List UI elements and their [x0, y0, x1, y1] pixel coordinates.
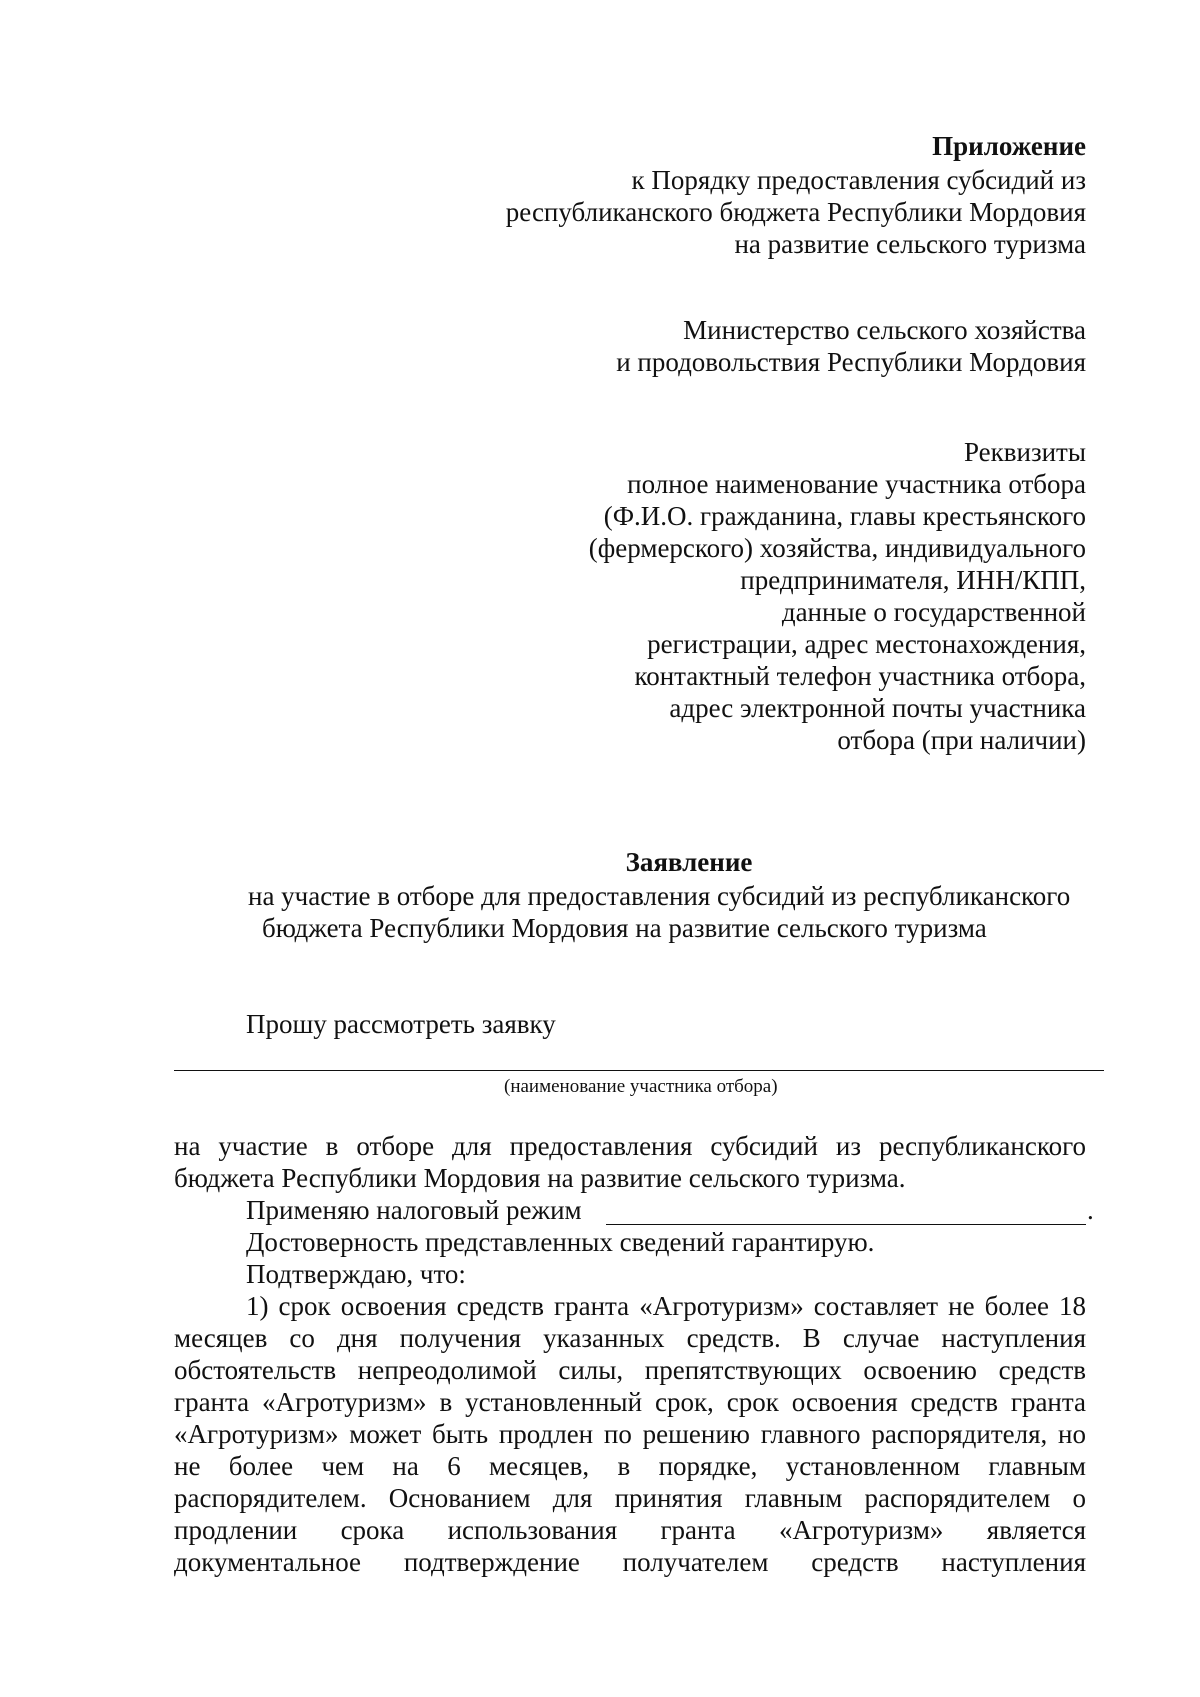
statement-subtitle-line: бюджета Республики Мордовия на развитие сельского туризма [262, 913, 987, 943]
appendix-heading: Приложение [932, 131, 1086, 161]
item1-line: документальное подтверждение получателем средств наступления [174, 1547, 1086, 1577]
request-text: Прошу рассмотреть заявку [246, 1009, 556, 1039]
item1-line: «Агротуризм» может быть продлен по решению главного распорядителя, но [174, 1419, 1086, 1449]
requisites-line: (Ф.И.О. гражданина, главы крестьянского [603, 501, 1086, 531]
requisites-line: адрес электронной почты участника [669, 693, 1086, 723]
paragraph-line: на участие в отборе для предоставления субсидий из республиканского [174, 1131, 1086, 1161]
appendix-line: на развитие сельского туризма [734, 229, 1086, 259]
tax-regime-period: . [1087, 1195, 1094, 1225]
requisites-line: Реквизиты [963, 437, 1086, 467]
item1-line: распорядителем. Основанием для принятия главным распорядителем о [174, 1483, 1086, 1513]
tax-regime-line [606, 1224, 1086, 1225]
requisites-line: (фермерского) хозяйства, индивидуального [588, 533, 1086, 563]
requisites-line: предпринимателя, ИНН/КПП, [740, 565, 1086, 595]
item1-line: не более чем на 6 месяцев, в порядке, установленном главным [174, 1451, 1086, 1481]
requisites-line: отбора (при наличии) [837, 725, 1086, 755]
paragraph-line: бюджета Республики Мордовия на развитие сельского туризма. [174, 1163, 906, 1193]
requisites-line: полное наименование участника отбора [627, 469, 1086, 499]
item1-line: продлении срока использования гранта «Агротуризм» является [174, 1515, 1086, 1545]
item1-line: гранта «Агротуризм» в установленный срок, срок освоения средств гранта [174, 1387, 1086, 1417]
statement-title: Заявление [625, 847, 753, 877]
confirm-text: Подтверждаю, что: [246, 1259, 466, 1289]
item1-line: месяцев со дня получения указанных средств. В случае наступления [174, 1323, 1086, 1353]
item1-line: 1) срок освоения средств гранта «Агротуризм» составляет не более 18 [246, 1291, 1086, 1321]
item1-line: обстоятельств непреодолимой силы, препятствующих освоению средств [174, 1355, 1086, 1385]
applicant-caption: (наименование участника отбора) [504, 1076, 778, 1097]
appendix-line: республиканского бюджета Республики Мордовия [505, 197, 1086, 227]
addressee-line: Министерство сельского хозяйства [683, 315, 1086, 345]
requisites-line: контактный телефон участника отбора, [634, 661, 1086, 691]
requisites-line: данные о государственной [781, 597, 1086, 627]
requisites-line: регистрации, адрес местонахождения, [647, 629, 1086, 659]
applicant-name-line [174, 1070, 1104, 1071]
guarantee-text: Достоверность представленных сведений гарантирую. [246, 1227, 875, 1257]
statement-subtitle-line: на участие в отборе для предоставления субсидий из республиканского [248, 881, 1071, 911]
appendix-line: к Порядку предоставления субсидий из [631, 165, 1086, 195]
addressee-line: и продовольствия Республики Мордовия [616, 347, 1086, 377]
tax-regime-label: Применяю налоговый режим [246, 1195, 582, 1225]
